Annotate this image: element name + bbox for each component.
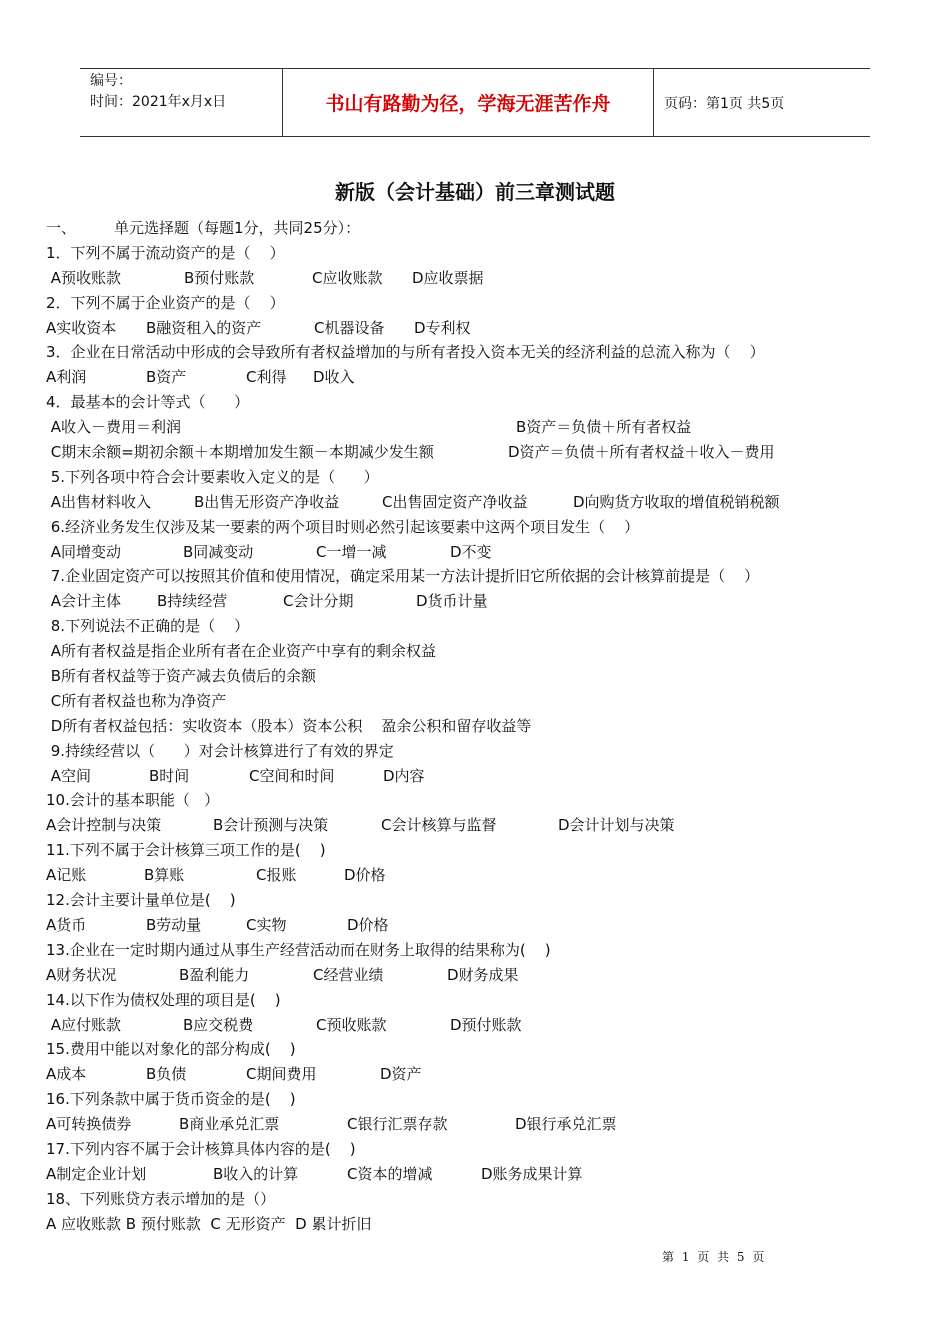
answer-option: D所有者权益包括：实收资本（股本）资本公积 盈余公积和留存收益等	[46, 716, 532, 735]
section-number: 一、	[46, 219, 77, 237]
option-row	[46, 639, 906, 664]
answer-option: B应交税费	[183, 1015, 254, 1034]
option-row	[46, 1062, 906, 1087]
question-text: 1．下列不属于流动资产的是（ ）	[46, 243, 285, 262]
section-text: 单元选择题（每题1分，共同25分）：	[114, 219, 361, 237]
page-footer: 第 1 页 共 5 页	[662, 1250, 767, 1264]
time-label: 时间：2021年x月x日	[90, 94, 227, 110]
page-label: 页码：第1页 共5页	[664, 95, 785, 112]
question-text: 6.经济业务发生仅涉及某一要素的两个项目时则必然引起该要素中这两个项目发生（ ）	[46, 517, 640, 536]
answer-option: D会计计划与决策	[558, 816, 675, 835]
question-text: 8.下列说法不正确的是（ ）	[46, 617, 250, 636]
answer-option: B资产＝负债＋所有者权益	[516, 418, 692, 437]
answer-option: D内容	[383, 766, 425, 785]
section-heading	[46, 216, 906, 241]
question-text: 12.会计主要计量单位是( )	[46, 891, 236, 910]
answer-option: B收入的计算	[213, 1164, 299, 1183]
answer-option: D应收票据	[412, 268, 484, 287]
answer-option: C银行汇票存款	[347, 1115, 448, 1134]
option-row	[46, 540, 906, 565]
answer-option: C会计分期	[283, 592, 354, 611]
answer-option: D财务成果	[447, 965, 519, 984]
answer-option: A会计主体	[46, 592, 122, 611]
answer-option: B持续经营	[157, 592, 228, 611]
answer-option: D价格	[344, 866, 386, 885]
answer-option: D向购货方收取的增值税销税额	[573, 492, 780, 511]
answer-option: A空间	[46, 766, 92, 785]
option-row	[46, 266, 906, 291]
answer-option: C利得	[246, 368, 287, 387]
answer-option: D价格	[347, 915, 389, 934]
answer-option: A成本	[46, 1065, 87, 1084]
answer-option: D不变	[450, 542, 492, 561]
option-row	[46, 689, 906, 714]
answer-option: A会计控制与决策	[46, 816, 162, 835]
option-row	[46, 1212, 906, 1237]
motto: 书山有路勤为径，学海无涯苦作舟	[282, 69, 654, 136]
answer-option: C报账	[256, 866, 297, 885]
answer-option: C经营业绩	[313, 965, 384, 984]
option-row	[46, 813, 906, 838]
answer-option: A记账	[46, 866, 87, 885]
answer-option: B会计预测与决策	[213, 816, 329, 835]
answer-option: A出售材料收入	[46, 492, 152, 511]
answer-option: C一增一减	[316, 542, 387, 561]
question-text: 18、下列账贷方表示增加的是（）	[46, 1189, 276, 1208]
answer-option: C空间和时间	[249, 766, 335, 785]
answer-option: D收入	[313, 368, 355, 387]
question-text: 16.下列条款中属于货币资金的是( )	[46, 1090, 296, 1109]
question-text: 7.企业固定资产可以按照其价值和使用情况，确定采用某一方法计提折旧它所依据的会计核算前提是（ ）	[46, 567, 760, 586]
option-row	[46, 490, 906, 515]
option-row	[46, 440, 906, 465]
question-text: 11.下列不属于会计核算三项工作的是( )	[46, 841, 326, 860]
answer-option: A利润	[46, 368, 87, 387]
option-row	[46, 1112, 906, 1137]
answer-option: B同减变动	[183, 542, 254, 561]
question-text: 14.以下作为债权处理的项目是( )	[46, 990, 281, 1009]
answer-option: D专利权	[414, 318, 471, 337]
answer-option: A实收资本	[46, 318, 117, 337]
answer-option: B出售无形资产净收益	[194, 492, 340, 511]
answer-option: C所有者权益也称为净资产	[46, 691, 227, 710]
answer-option: B劳动量	[146, 915, 202, 934]
answer-option: B时间	[149, 766, 190, 785]
answer-option: D资产＝负债＋所有者权益＋收入－费用	[508, 443, 775, 462]
answer-option: A可转换债券	[46, 1115, 132, 1134]
answer-option: B负债	[146, 1065, 187, 1084]
answer-option: C期间费用	[246, 1065, 317, 1084]
answer-option: C实物	[246, 915, 287, 934]
option-row	[46, 316, 906, 341]
answer-option: D银行承兑汇票	[515, 1115, 617, 1134]
question-text: 15.费用中能以对象化的部分构成( )	[46, 1040, 296, 1059]
answer-option: C资本的增减	[347, 1164, 433, 1183]
answer-option: C机器设备	[314, 318, 385, 337]
document-title: 新版（会计基础）前三章测试题	[335, 180, 615, 204]
question-text: 10.会计的基本职能（ ）	[46, 791, 220, 810]
answer-option: A制定企业计划	[46, 1164, 147, 1183]
option-row	[46, 863, 906, 888]
answer-option: B算账	[144, 866, 185, 885]
answer-option: C会计核算与监督	[381, 816, 497, 835]
answer-option: D预付账款	[450, 1015, 522, 1034]
answer-option: B融资租入的资产	[146, 318, 262, 337]
answer-option: C期末余额=期初余额＋本期增加发生额－本期减少发生额	[46, 443, 434, 462]
option-row	[46, 913, 906, 938]
question-text: 3．企业在日常活动中形成的会导致所有者权益增加的与所有者投入资本无关的经济利益的总流入称为（ ）	[46, 343, 765, 362]
option-row	[46, 1162, 906, 1187]
answer-option: A预收账款	[46, 268, 122, 287]
answer-option: A财务状况	[46, 965, 117, 984]
option-row	[46, 365, 906, 390]
question-text: 9.持续经营以（ ）对会计核算进行了有效的界定	[46, 741, 394, 760]
option-row	[46, 764, 906, 789]
option-row	[46, 415, 906, 440]
option-row	[46, 589, 906, 614]
page-header	[80, 68, 870, 137]
answer-option: B商业承兑汇票	[179, 1115, 280, 1134]
answer-option: B资产	[146, 368, 187, 387]
answer-option: B所有者权益等于资产减去负债后的余额	[46, 667, 317, 686]
question-text: 2．下列不属于企业资产的是（ ）	[46, 293, 285, 312]
answer-option: A 应收账款 B 预付账款 C 无形资产 D 累计折旧	[46, 1214, 372, 1233]
question-text: 5.下列各项中符合会计要素收入定义的是（ ）	[46, 467, 379, 486]
question-text: 4．最基本的会计等式（ ）	[46, 393, 250, 412]
answer-option: A同增变动	[46, 542, 122, 561]
answer-option: D资产	[380, 1065, 422, 1084]
answer-option: A收入－费用＝利润	[46, 418, 182, 437]
question-text: 17.下列内容不属于会计核算具体内容的是( )	[46, 1139, 356, 1158]
answer-option: B盈利能力	[179, 965, 250, 984]
option-row	[46, 664, 906, 689]
option-row	[46, 714, 906, 739]
option-row	[46, 1013, 906, 1038]
answer-option: C出售固定资产净收益	[382, 492, 528, 511]
question-text: 13.企业在一定时期内通过从事生产经营活动而在财务上取得的结果称为( )	[46, 940, 551, 959]
answer-option: C应收账款	[312, 268, 383, 287]
answer-option: A货币	[46, 915, 87, 934]
answer-option: D账务成果计算	[481, 1164, 583, 1183]
answer-option: A应付账款	[46, 1015, 122, 1034]
question-list	[46, 216, 906, 1237]
number-label: 编号：	[90, 73, 132, 89]
answer-option: C预收账款	[316, 1015, 387, 1034]
answer-option: D货币计量	[416, 592, 488, 611]
answer-option: B预付账款	[184, 268, 255, 287]
answer-option: A所有者权益是指企业所有者在企业资产中享有的剩余权益	[46, 642, 437, 661]
option-row	[46, 963, 906, 988]
header-left-cell	[80, 69, 282, 136]
questions-container	[46, 241, 906, 1237]
